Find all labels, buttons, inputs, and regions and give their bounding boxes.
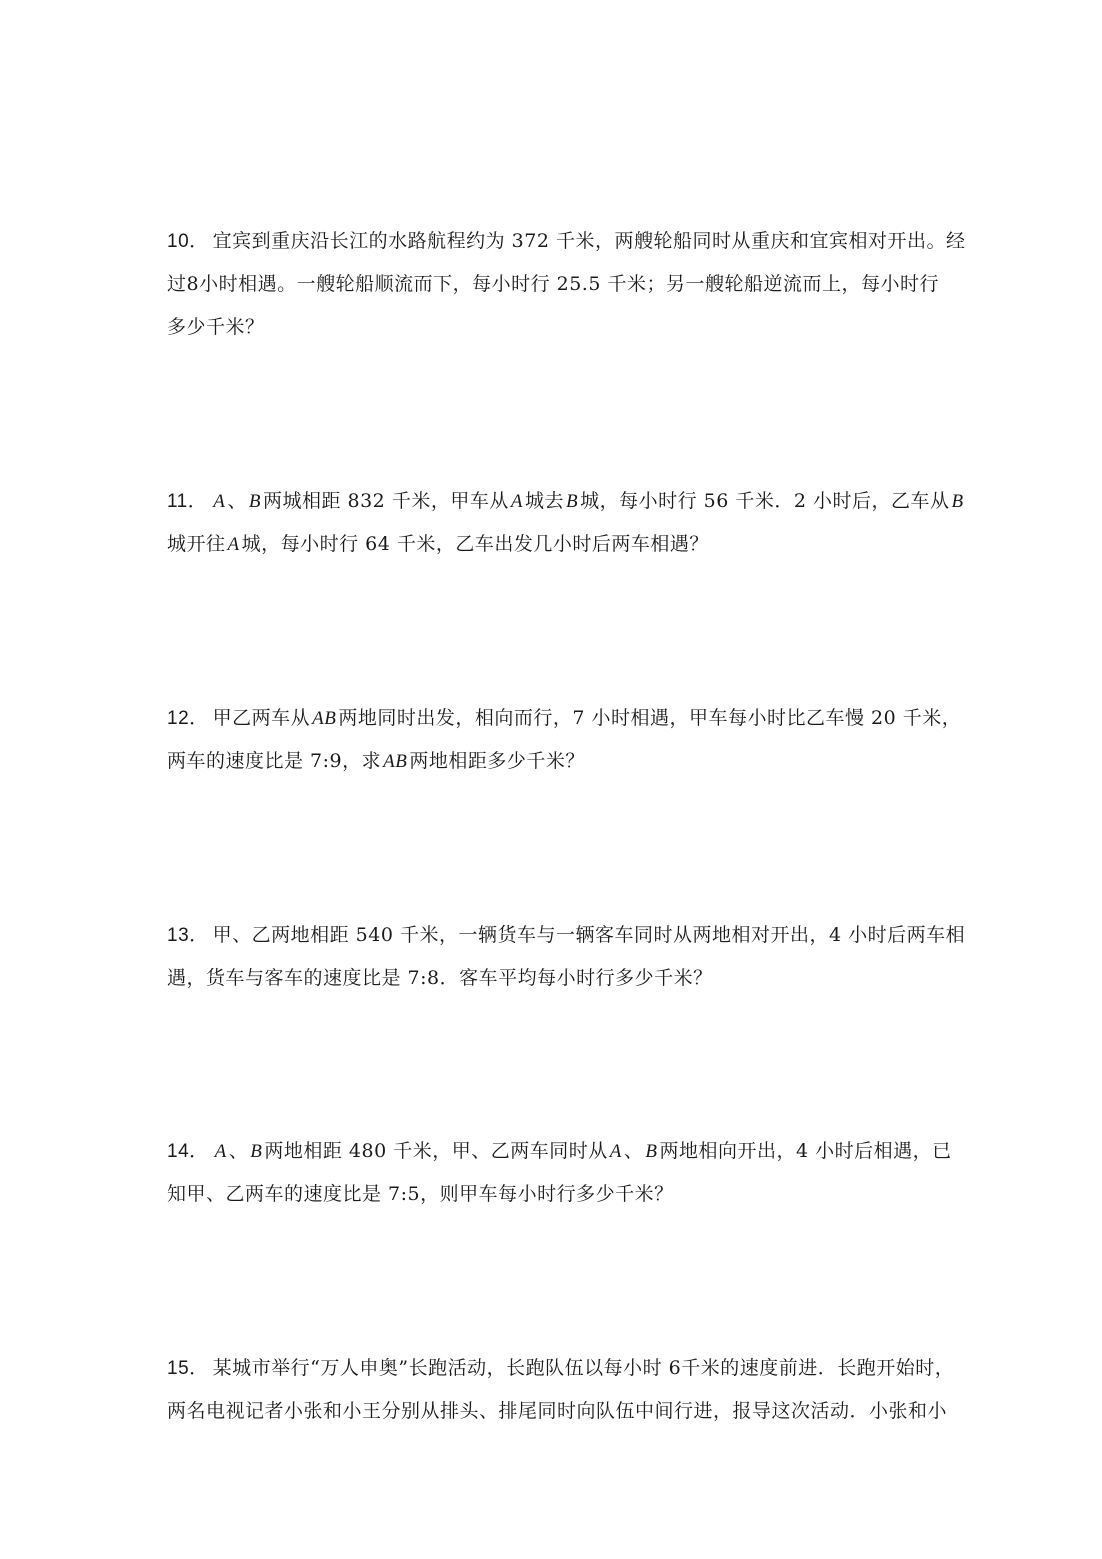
problem-line: [167, 306, 967, 349]
problem-line: [167, 480, 967, 523]
text-segment: 两城相距 832 千米，甲车从: [262, 490, 509, 512]
problem-line: [167, 740, 967, 783]
problem-number: 14．: [167, 1141, 209, 1162]
problem-number: 10．: [167, 231, 209, 252]
problem-line: [167, 523, 967, 566]
text-segment: 城去: [524, 490, 564, 512]
problem-line: [167, 957, 967, 1000]
text-segment: 知甲、乙两车的速度比是 7:5，则甲车每小时行多少千米？: [167, 1183, 674, 1205]
italic-variable: B: [250, 1141, 263, 1162]
problem-number: 12．: [167, 708, 209, 729]
text-segment: 两地相距多少千米？: [409, 750, 585, 772]
italic-variable: A: [227, 534, 240, 555]
text-segment: 两车的速度比是 7:9，求: [167, 750, 382, 772]
text-segment: 城开往: [167, 533, 226, 555]
problem-line: [167, 1390, 967, 1433]
text-segment: 两地相向开出，4 小时后相遇，已: [659, 1140, 952, 1162]
problem-line: [167, 263, 967, 306]
problem-number: 15．: [167, 1358, 209, 1379]
italic-variable: A: [213, 491, 226, 512]
text-segment: 两名电视记者小张和小王分别从排头、排尾同时向队伍中间行进，报导这次活动．小张和小: [167, 1400, 948, 1422]
problem-line: [167, 1130, 967, 1173]
problem-number: 11．: [167, 491, 208, 512]
text-segment: 多少千米？: [167, 316, 265, 338]
italic-variable: AB: [383, 751, 408, 772]
problem-11: [167, 480, 967, 566]
text-segment: 某城市举行“万人申奥”长跑活动，长跑队伍以每小时 6千米的速度前进．长跑开始时，: [212, 1357, 955, 1379]
italic-variable: B: [645, 1141, 658, 1162]
problem-line: [167, 1347, 967, 1390]
text-segment: 、: [228, 1140, 249, 1162]
problem-line: [167, 1173, 967, 1216]
text-segment: 、: [623, 1140, 644, 1162]
problem-14: [167, 1130, 967, 1216]
italic-variable: A: [609, 1141, 622, 1162]
italic-variable: AB: [312, 708, 337, 729]
text-segment: 过8小时相遇。一艘轮船顺流而下，每小时行 25.5 千米；另一艘轮船逆流而上，每小时行: [167, 273, 939, 295]
italic-variable: B: [565, 491, 579, 512]
text-segment: 遇，货车与客车的速度比是 7:8．客车平均每小时行多少千米？: [167, 967, 713, 989]
italic-variable: A: [510, 491, 523, 512]
problem-15: [167, 1347, 967, 1433]
text-segment: 两地同时出发，相向而行，7 小时相遇，甲车每小时比乙车慢 20 千米，: [338, 707, 962, 729]
problem-13: [167, 914, 967, 1000]
text-segment: 、: [227, 490, 247, 512]
text-segment: 两地相距 480 千米，甲、乙两车同时从: [264, 1140, 608, 1162]
italic-variable: B: [951, 491, 964, 512]
problem-line: [167, 914, 967, 957]
text-segment: 城，每小时行 64 千米，乙车出发几小时后两车相遇？: [241, 533, 709, 555]
italic-variable: A: [214, 1141, 227, 1162]
text-segment: 甲乙两车从: [212, 707, 311, 729]
problem-12: [167, 697, 967, 783]
italic-variable: B: [248, 491, 261, 512]
text-segment: 甲、乙两地相距 540 千米，一辆货车与一辆客车同时从两地相对开出，4 小时后两车相: [212, 924, 966, 946]
problem-line: [167, 697, 967, 740]
text-segment: 宜宾到重庆沿长江的水路航程约为 372 千米，两艘轮船同时从重庆和宜宾相对开出。经: [212, 230, 966, 252]
problem-number: 13．: [167, 925, 209, 946]
problem-line: [167, 220, 967, 263]
problem-10: [167, 220, 967, 349]
text-segment: 城，每小时行 56 千米．2 小时后，乙车从: [580, 490, 950, 512]
